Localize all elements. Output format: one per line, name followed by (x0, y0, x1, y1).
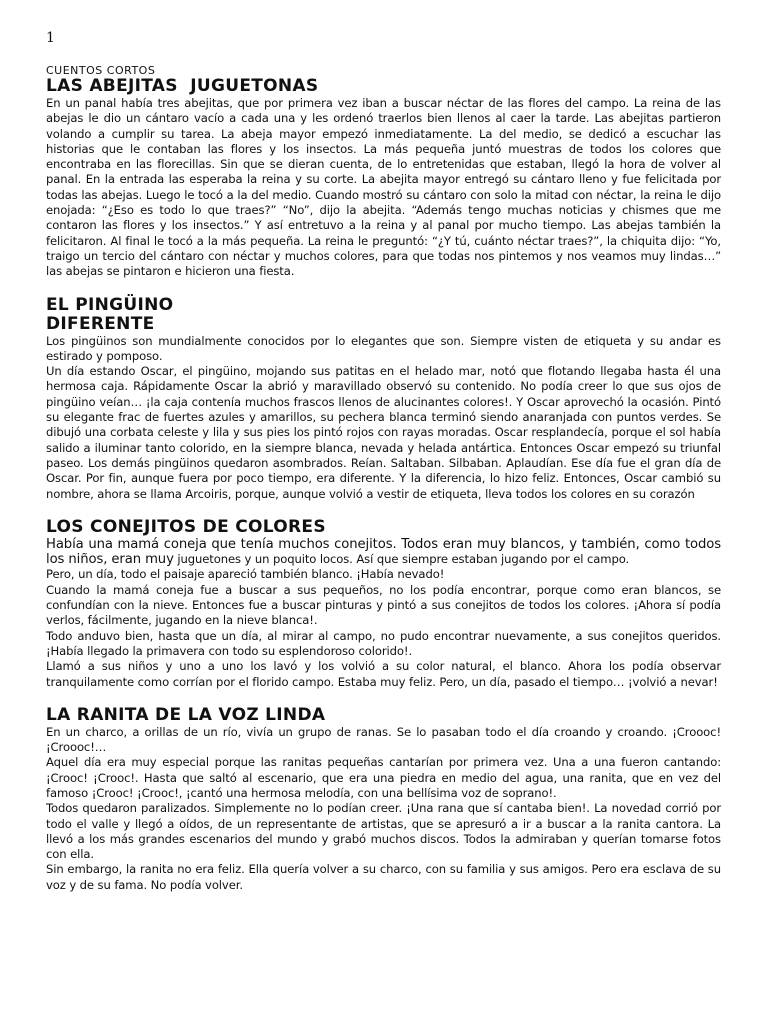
document-body (46, 64, 721, 893)
story-lead-rest: juguetones y un poquito locos. Así que siempre estaban jugando por el campo. (173, 552, 630, 567)
collection-heading: CUENTOS CORTOS (46, 64, 156, 77)
story-pinguino (46, 296, 721, 502)
story-paragraph: Cuando la mamá coneja fue a buscar a sus pequeños, no los podía encontrar, porque como eran blancos, se confundían con la nieve. Entonces fue a buscar pinturas y pintó a sus conejitos de todos los colores. ¡Ahora sí podía verlos, fácilmente, jugando en la nieve blanca!. (46, 582, 721, 628)
story-paragraph: Todos quedaron paralizados. Simplemente no lo podían creer. ¡Una rana que sí cantaba bien!. La novedad corrió por todo el valle y llegó a oídos, de un representante de artistas, que se apresuró a ir a buscar a la ranita cantora. La llevó a los más grandes escenarios del mundo y grabó muchos discos. Todos la admiraban y querían tomarse fotos con ella. (46, 801, 721, 862)
story-paragraph: En un panal había tres abejitas, que por primera vez iban a buscar néctar de las flores del campo. La reina de las abejas le dio un cántaro vacío a cada una y les ordenó traerlos bien llenos al caer la tarde. Las abejitas partieron volando a cumplir su tarea. La abeja mayor empezó inmediatamente. La del medio, se dedicó a escuchar las historias que le contaban las flores y los insectos. La más pequeña juntó muestras de todos los colores que encontraba en las florecillas. Sin que se dieran cuenta, de lo entretenidas que estaban, llegó la hora de volver al panal. En la entrada las esperaba la reina y su corte. La abejita mayor entregó su cántaro lleno y fue felicitada por todas las abejas. Luego le tocó a la del medio. Cuando mostró su cántaro con solo la mitad con néctar, la reina le dijo enojada: “¿Eso es todo lo que traes?” “No”, dijo la abejita. “Además tengo muchas noticias y chismes que me contaron las flores y los insectos.” Y así entretuvo a la reina y al panal por mucho tiempo. Las abejas también la felicitaron. Al final le tocó a la más pequeña. La reina le preguntó: “¿Y tú, cuánto néctar traes?”, la chiquita dijo: “Yo, traigo un tercio del cántaro con néctar y muchos colores, para que todas nos pintemos y nos veamos muy lindas…” las abejas se pintaron e hicieron una fiesta. (46, 96, 721, 279)
story-title: LOS CONEJITOS DE COLORES (46, 516, 326, 537)
story-paragraph: Sin embargo, la ranita no era feliz. Ella quería volver a su charco, con su familia y sus amigos. Pero era esclava de su voz y de su fama. No podía volver. (46, 862, 721, 892)
story-conejitos (46, 518, 721, 690)
story-paragraph: Los pingüinos son mundialmente conocidos por lo elegantes que son. Siempre visten de etiqueta y su andar es estirado y pomposo. (46, 333, 721, 363)
story-title: LA RANITA DE LA VOZ LINDA (46, 704, 326, 725)
story-title: LAS ABEJITAS JUGUETONAS (46, 76, 319, 96)
story-paragraph: Llamó a sus niños y uno a uno los lavó y los volvió a su color natural, el blanco. Ahora los podía observar tranquilamente como corrían por el florido campo. Estaba muy feliz. Pero, un día, pasado el tiempo… ¡volvió a nevar! (46, 659, 721, 689)
story-ranita (46, 706, 721, 893)
story-lead-text: Había una mamá coneja que tenía muchos conejitos. Todos eran muy blancos, y también, como todos los niños, eran muy (46, 536, 721, 568)
story-title: EL PINGÜINO DIFERENTE (46, 294, 174, 334)
story-paragraph: Pero, un día, todo el paisaje apareció también blanco. ¡Había nevado! (46, 567, 445, 582)
story-paragraph: Un día estando Oscar, el pingüino, mojando sus patitas en el helado mar, notó que flotando llegaba hasta él una hermosa caja. Rápidamente Oscar la abrió y maravillado observó su contenido. No podía creer lo que sus ojos de pingüino veían… ¡la caja contenía muchos frascos llenos de alucinantes colores!. Y Oscar aprovechó la ocasión. Pintó su elegante frac de fuertes azules y amarillos, su pechera blanca terminó siendo anaranjada con puntos verdes. Se dibujó una corbata celeste y lila y sus pies los pintó rojos con rayas moradas. Oscar resplandecía, porque el sol había salido a iluminar tanto colorido, en la siempre blanca, nevada y helada antártica. Entonces Oscar empezó su triunfal paseo. Los demás pingüinos quedaron asombrados. Reían. Saltaban. Silbaban. Aplaudían. Ese día fue el gran día de Oscar. Por fin, aunque fuera por poco tiempo, era diferente. Y la diferencia, lo hizo feliz. Entonces, Oscar cambió su nombre, ahora se llama Arcoiris, porque, aunque volvió a vestir de etiqueta, lleva todos los colores en su corazón (46, 364, 721, 501)
story-paragraph: Todo anduvo bien, hasta que un día, al mirar al campo, no pudo encontrar nuevamente, a sus conejitos queridos. ¡Había llegado la primavera con todo su esplendoroso colorido!. (46, 628, 721, 658)
story-paragraph: En un charco, a orillas de un río, vivía un grupo de ranas. Se lo pasaban todo el día croando y croando. ¡Croooc! ¡Croooc!… (46, 724, 721, 755)
story-lead-paragraph (46, 537, 721, 568)
story-abejitas (46, 77, 721, 280)
story-paragraph: Aquel día era muy especial porque las ranitas pequeñas cantarían por primera vez. Una a una fueron cantando: ¡Crooc! ¡Crooc!. Hasta que saltó al escenario, que era una piedra en medio del agua, una ranita, que en vez del famoso ¡Crooc! ¡Crooc!, ¡cantó una hermosa melodía, con una bellísima voz de soprano!. (46, 755, 721, 800)
page-number: 1 (46, 30, 55, 46)
